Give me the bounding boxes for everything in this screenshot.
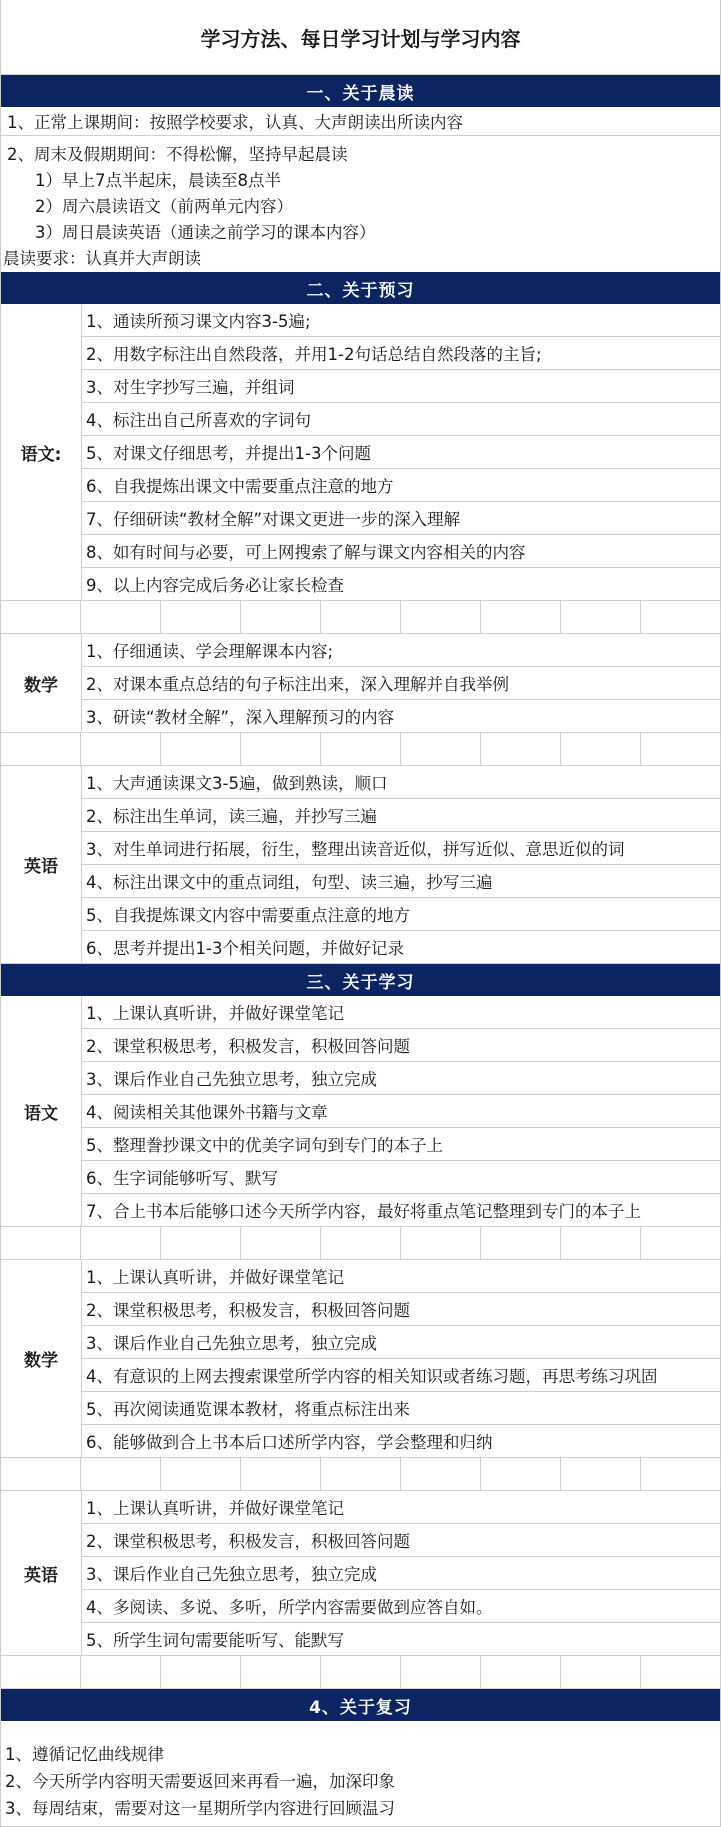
- review-item: 3、每周结束，需要对这一星期所学内容进行回顾温习: [5, 1798, 395, 1818]
- list-item: 3、课后作业自己先独立思考，独立完成: [82, 1557, 720, 1590]
- preview-chinese-items: [82, 304, 720, 600]
- preview-math-items: [82, 634, 720, 732]
- study-english-label: 英语: [1, 1491, 82, 1655]
- morning-sub-1: 1）早上7点半起床，晨读至8点半: [35, 171, 281, 190]
- study-chinese-section: [1, 996, 720, 1227]
- list-item: 4、多阅读、多说、多听，所学内容需要做到应答自如。: [82, 1590, 720, 1623]
- study-english-section: [1, 1491, 720, 1656]
- list-item: 5、自我提炼课文内容中需要重点注意的地方: [82, 898, 720, 931]
- study-chinese-label: 语文: [1, 996, 82, 1226]
- section-heading-preview: 二、关于预习: [1, 272, 720, 304]
- study-math-label: 数学: [1, 1260, 82, 1457]
- list-item: 1、上课认真听讲，并做好课堂笔记: [82, 1491, 720, 1524]
- list-item: 3、研读“教材全解”，深入理解预习的内容: [86, 708, 395, 727]
- list-item: 2、用数字标注出自然段落，并用1-2句话总结自然段落的主旨;: [82, 337, 720, 370]
- morning-line-1-row: [1, 107, 720, 136]
- preview-english-items: [82, 766, 720, 963]
- list-item: 3、课后作业自己先独立思考，独立完成: [82, 1062, 720, 1095]
- list-item: 5、再次阅读通览课本教材，将重点标注出来: [82, 1392, 720, 1425]
- list-item: 1、通读所预习课文内容3-5遍;: [82, 304, 720, 337]
- list-item: 4、有意识的上网去搜索课堂所学内容的相关知识或者练习题，再思考练习巩固: [82, 1359, 720, 1392]
- list-item: 3、对生字抄写三遍，并组词: [82, 370, 720, 403]
- morning-line-1: 1、正常上课期间：按照学校要求，认真、大声朗读出所读内容: [7, 113, 463, 132]
- list-item: 7、合上书本后能够口述今天所学内容，最好将重点笔记整理到专门的本子上: [86, 1202, 641, 1221]
- morning-sub-3: 3）周日晨读英语（通读之前学习的课本内容）: [35, 223, 376, 242]
- list-item: 4、阅读相关其他课外书籍与文章: [82, 1095, 720, 1128]
- preview-math-section: [1, 634, 720, 733]
- list-item: 8、如有时间与必要，可上网搜索了解与课文内容相关的内容: [82, 535, 720, 568]
- morning-requirement: 晨读要求：认真并大声朗读: [3, 249, 201, 268]
- list-item: 2、标注出生单词，读三遍，并抄写三遍: [82, 799, 720, 832]
- empty-grid-row: [1, 1227, 720, 1260]
- list-item: 6、生字词能够听写、默写: [82, 1161, 720, 1194]
- list-item: 1、仔细通读、学会理解课本内容;: [82, 634, 720, 667]
- preview-math-label: 数学: [1, 634, 82, 732]
- list-item: 2、课堂积极思考，积极发言，积极回答问题: [82, 1524, 720, 1557]
- preview-english-label: 英语: [1, 766, 82, 963]
- list-item: 1、上课认真听讲，并做好课堂笔记: [82, 996, 720, 1029]
- list-item: 6、自我提炼出课文中需要重点注意的地方: [82, 469, 720, 502]
- empty-grid-row: [1, 733, 720, 766]
- section-heading-study: 三、关于学习: [1, 964, 720, 996]
- page-title: 学习方法、每日学习计划与学习内容: [1, 0, 720, 75]
- list-item: 5、对课文仔细思考，并提出1-3个问题: [82, 436, 720, 469]
- study-math-items: [82, 1260, 720, 1457]
- list-item: 5、整理誊抄课文中的优美字词句到专门的本子上: [82, 1128, 720, 1161]
- list-item: 1、大声通读课文3-5遍，做到熟读，顺口: [82, 766, 720, 799]
- review-item: 1、遵循记忆曲线规律: [5, 1744, 164, 1764]
- list-item: 7、仔细研读“教材全解”对课文更进一步的深入理解: [82, 502, 720, 535]
- empty-grid-row: [1, 1458, 720, 1491]
- list-item: 3、对生单词进行拓展，衍生，整理出读音近似，拼写近似、意思近似的词: [82, 832, 720, 865]
- study-math-section: [1, 1260, 720, 1458]
- review-block: [1, 1721, 720, 1827]
- preview-english-section: [1, 766, 720, 964]
- morning-line-2: 2、周末及假期期间：不得松懈，坚持早起晨读: [7, 145, 348, 164]
- list-item: 1、上课认真听讲，并做好课堂笔记: [82, 1260, 720, 1293]
- list-item: 2、课堂积极思考，积极发言，积极回答问题: [82, 1029, 720, 1062]
- preview-chinese-section: [1, 304, 720, 601]
- section-heading-review: 4、关于复习: [1, 1689, 720, 1721]
- section-heading-morning: 一、关于晨读: [1, 75, 720, 107]
- list-item: 3、课后作业自己先独立思考，独立完成: [82, 1326, 720, 1359]
- list-item: 4、标注出自己所喜欢的字词句: [82, 403, 720, 436]
- morning-weekend-block: [1, 136, 720, 272]
- list-item: 6、能够做到合上书本后口述所学内容，学会整理和归纳: [86, 1433, 493, 1452]
- list-item: 6、思考并提出1-3个相关问题，并做好记录: [86, 939, 404, 958]
- empty-grid-row: [1, 601, 720, 634]
- review-item: 2、今天所学内容明天需要返回来再看一遍，加深印象: [5, 1771, 395, 1791]
- study-english-items: [82, 1491, 720, 1655]
- list-item: 9、以上内容完成后务必让家长检查: [86, 576, 344, 595]
- list-item: 2、对课本重点总结的句子标注出来，深入理解并自我举例: [82, 667, 720, 700]
- preview-chinese-label: 语文:: [1, 304, 82, 600]
- list-item: 2、课堂积极思考，积极发言，积极回答问题: [82, 1293, 720, 1326]
- morning-sub-2: 2）周六晨读语文（前两单元内容）: [35, 197, 293, 216]
- study-chinese-items: [82, 996, 720, 1226]
- list-item: 4、标注出课文中的重点词组，句型、读三遍，抄写三遍: [82, 865, 720, 898]
- list-item: 5、所学生词句需要能听写、能默写: [86, 1631, 344, 1650]
- empty-grid-row: [1, 1656, 720, 1689]
